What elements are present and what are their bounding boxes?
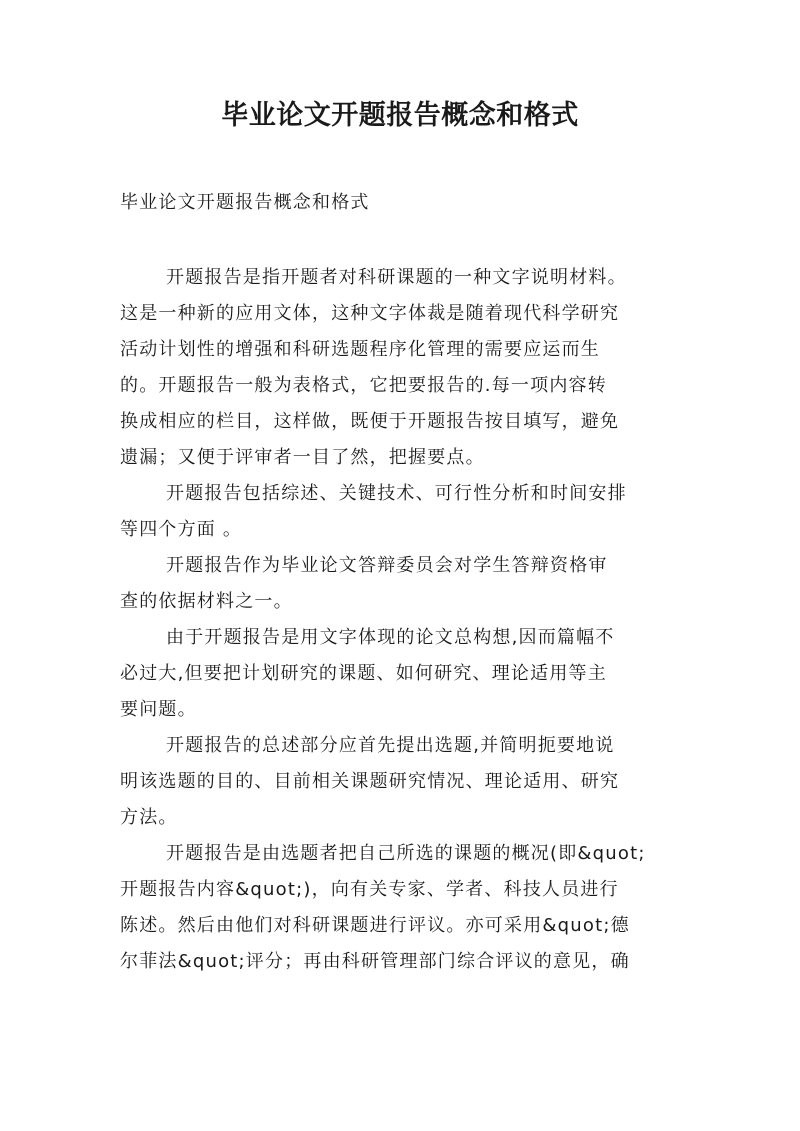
paragraph-line: 等四个方面 。 [120,519,243,540]
paragraph-line: 开题报告的总述部分应首先提出选题,并简明扼要地说 [166,735,615,756]
paragraph-line: 必过大,但要把计划研究的课题、如何研究、理论适用等主 [120,663,607,684]
paragraph [120,728,686,836]
paragraph [120,836,686,980]
paragraph-line: 活动计划性的增强和科研选题程序化管理的需要应运而生 [120,339,600,360]
paragraph-line: 开题报告是由选题者把自己所选的课题的概况(即&quot; [166,843,646,864]
paragraph-line: 陈述。然后由他们对科研课题进行评议。亦可采用&quot;德 [120,915,630,936]
document-title: 毕业论文开题报告概念和格式 [221,100,579,131]
paragraph [120,620,686,728]
paragraph-line: 尔菲法&quot;评分；再由科研管理部门综合评议的意见，确 [120,951,630,972]
paragraph [120,260,686,476]
paragraph-line: 明该选题的目的、目前相关课题研究情况、理论适用、研究 [120,771,620,792]
paragraph [120,548,686,620]
paragraph-line: 方法。 [120,807,178,828]
paragraph-line: 查的依据材料之一。 [120,591,293,612]
paragraph-line: 要问题。 [120,699,197,720]
paragraph-line: 遗漏；又便于评审者一目了然，把握要点。 [120,447,485,468]
paragraph [120,476,686,548]
paragraph-line: 换成相应的栏目，这样做，既便于开题报告按目填写，避免 [120,411,620,432]
paragraph-line: 这是一种新的应用文体，这种文字体裁是随着现代科学研究 [120,303,620,324]
paragraph-line: 开题报告包括综述、关键技术、可行性分析和时间安排 [166,483,627,504]
paragraph-line: 由于开题报告是用文字体现的论文总构想,因而篇幅不 [166,627,615,648]
document-subtitle: 毕业论文开题报告概念和格式 [120,192,370,213]
paragraph-line: 开题报告作为毕业论文答辩委员会对学生答辩资格审 [166,555,608,576]
paragraph-line: 开题报告是指开题者对科研课题的一种文字说明材料。 [166,267,627,288]
paragraph-line: 的。开题报告一般为表格式，它把要报告的.每一项内容转 [120,375,607,396]
paragraph-line: 开题报告内容&quot;)，向有关专家、学者、科技人员进行 [120,879,619,900]
document-body [120,260,686,980]
